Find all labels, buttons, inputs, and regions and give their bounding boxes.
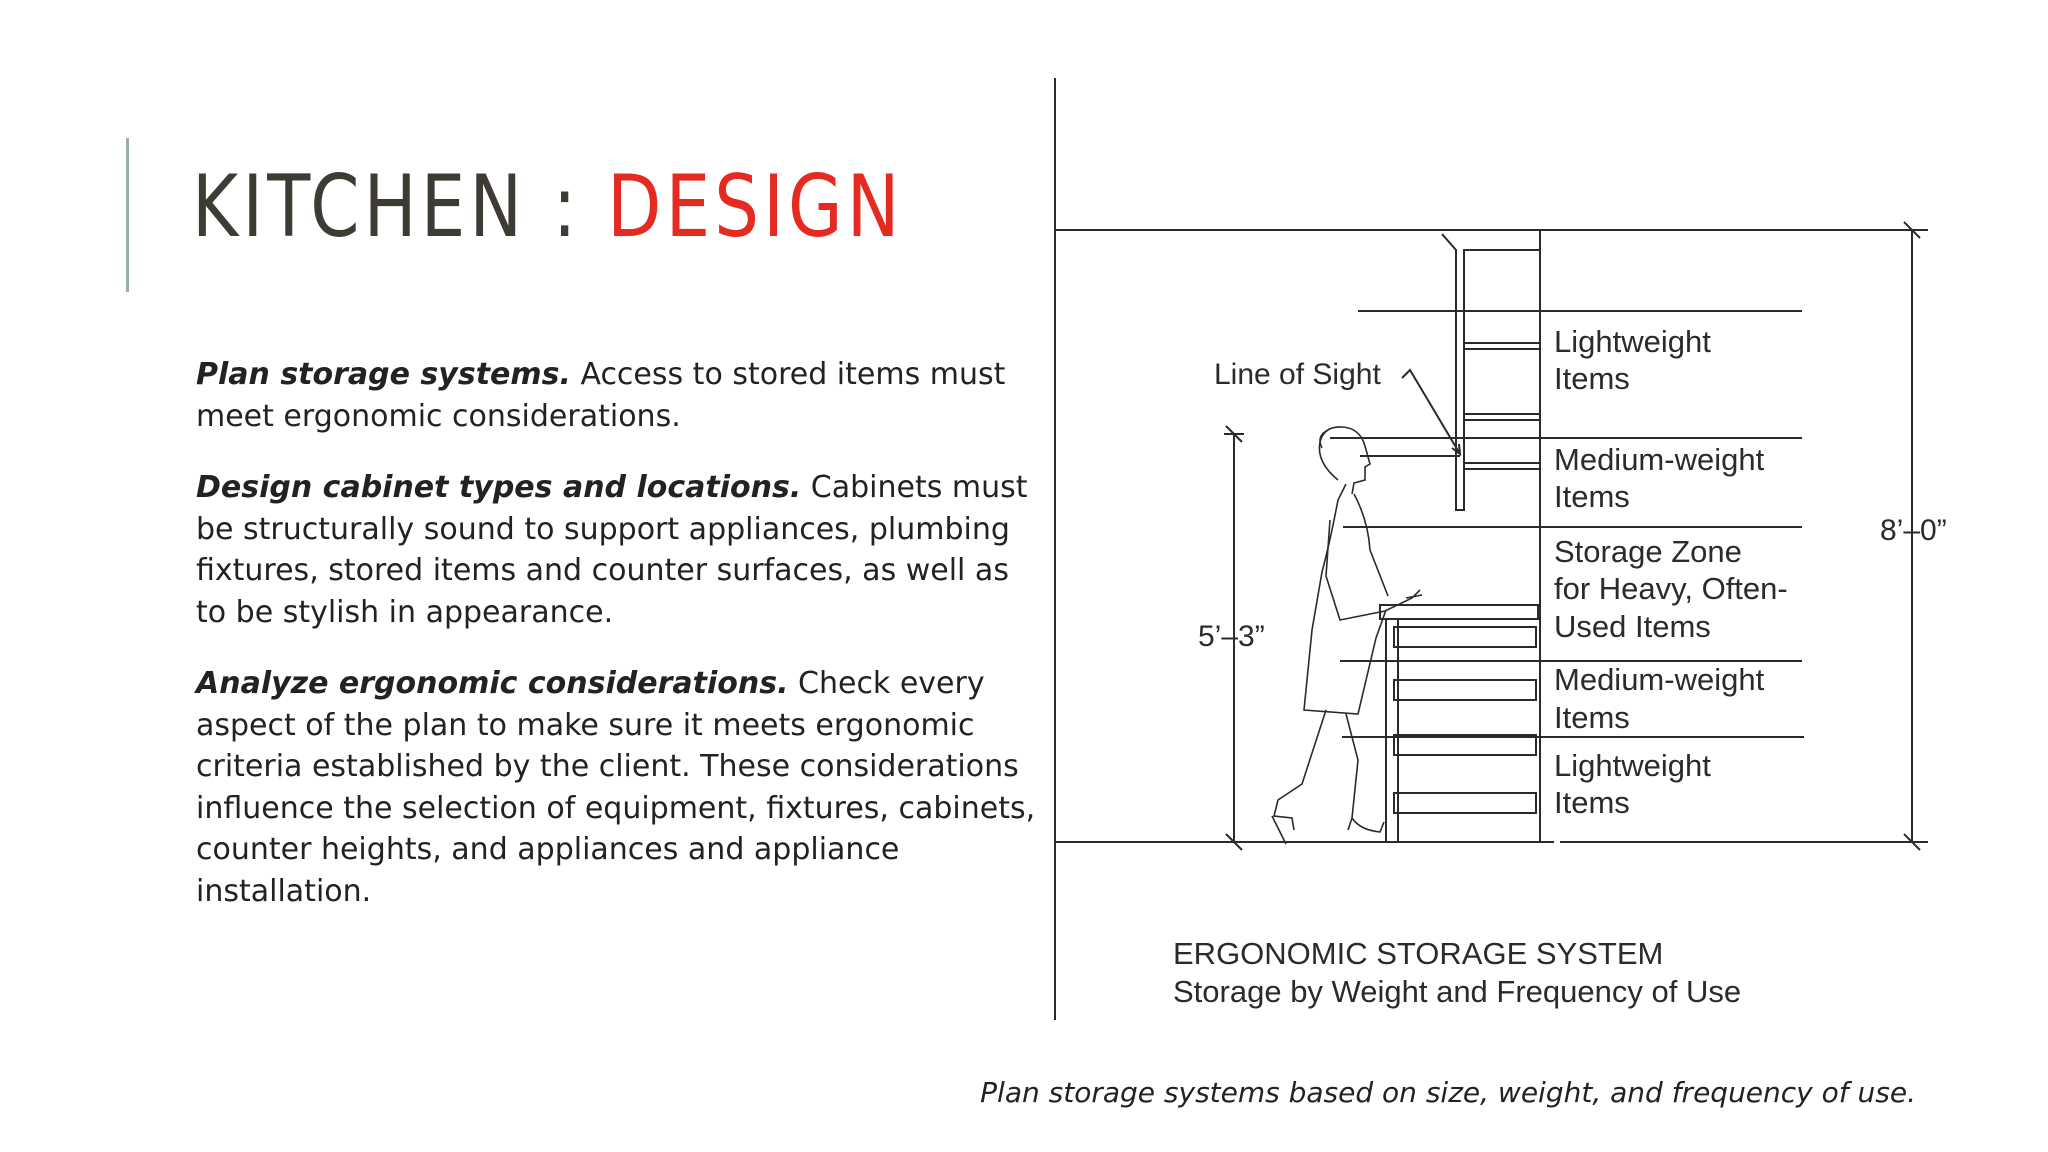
title-accent-bar bbox=[126, 138, 129, 292]
zone-label-upper-medium: Items bbox=[1554, 479, 1630, 514]
paragraph-text: Cabinets must be structurally sound to support appliances, plumbing fixtures, stored items and counter surfaces, as well as to be stylish in appearance. bbox=[196, 470, 1028, 630]
line-of-sight-arrow bbox=[1402, 370, 1460, 454]
dim-label-total: 8’–0” bbox=[1880, 514, 1947, 547]
zone-label-lower-light: Lightweight bbox=[1554, 748, 1711, 783]
diagram-subtitle: Storage by Weight and Frequency of Use bbox=[1173, 974, 1742, 1009]
line-of-sight-label: Line of Sight bbox=[1214, 358, 1381, 391]
drawer bbox=[1394, 627, 1536, 647]
zone-label-heavy: Used Items bbox=[1554, 609, 1711, 644]
diagram-title: ERGONOMIC STORAGE SYSTEM bbox=[1173, 936, 1664, 971]
zone-label-lower-light: Items bbox=[1554, 785, 1630, 820]
zone-label-heavy: Storage Zone bbox=[1554, 534, 1742, 569]
zone-label-heavy: for Heavy, Often- bbox=[1554, 571, 1788, 606]
paragraph-text: Check every aspect of the plan to make sure it meets ergonomic criteria established by the client. These considerations influence the selection of equipment, fixtures, cabinets, counter heights, and appliances and appliance installation. bbox=[196, 666, 1036, 909]
figure-caption: Plan storage systems based on size, weight, and frequency of use. bbox=[980, 1076, 1916, 1109]
zone-label-upper-light: Lightweight bbox=[1554, 324, 1711, 359]
title-accent: DESIGN bbox=[607, 157, 904, 257]
paragraph-lead: Design cabinet types and locations. bbox=[196, 470, 802, 505]
paragraph-plan-storage bbox=[196, 354, 1048, 437]
paragraph-lead: Analyze ergonomic considerations. bbox=[196, 666, 789, 701]
dim-label-person: 5’–3” bbox=[1198, 620, 1265, 653]
drawer bbox=[1394, 793, 1536, 813]
countertop bbox=[1380, 605, 1538, 619]
paragraph-lead: Plan storage systems. bbox=[196, 357, 571, 392]
ergonomic-storage-diagram bbox=[1040, 70, 1980, 1030]
title-main: KITCHEN : bbox=[192, 157, 608, 257]
paragraph-text: Access to stored items must meet ergonomic considerations. bbox=[196, 357, 1006, 434]
person-figure bbox=[1272, 427, 1422, 844]
zone-label-upper-light: Items bbox=[1554, 361, 1630, 396]
paragraph-analyze-ergonomics bbox=[196, 663, 1048, 912]
zone-label-upper-medium: Medium-weight bbox=[1554, 442, 1765, 477]
slide-title bbox=[192, 157, 904, 257]
drawer bbox=[1394, 680, 1536, 700]
body-text bbox=[196, 354, 1048, 942]
zone-label-lower-medium: Medium-weight bbox=[1554, 662, 1765, 697]
zone-label-lower-medium: Items bbox=[1554, 700, 1630, 735]
paragraph-design-cabinets bbox=[196, 467, 1048, 633]
